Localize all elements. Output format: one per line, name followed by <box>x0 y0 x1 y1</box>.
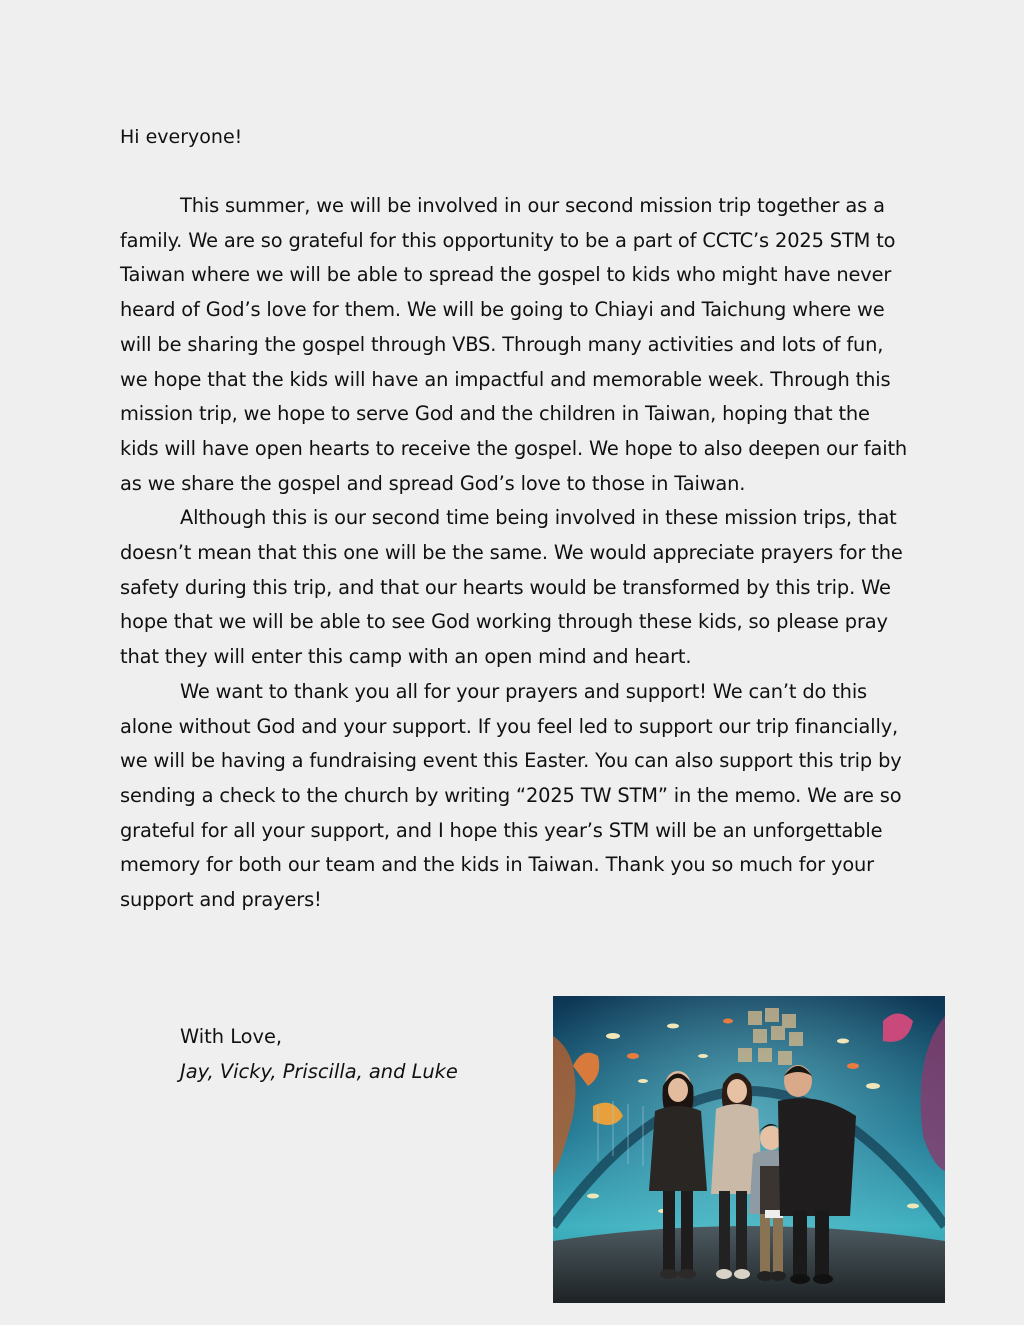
letter-body <box>120 189 910 918</box>
paragraph-1: This summer, we will be involved in our second mission trip together as a family. We are so grateful for this opportunity to be a part of CCTC’s 2025 STM to Taiwan where we will be able to spread the gospel to kids who might have never heard of God’s love for them. We will be going to Chiayi and Taichung where we will be sharing the gospel through VBS. Through many activities and lots of fun, we hope that the kids will have an impactful and memorable week. Through this mission trip, we hope to serve God and the children in Taiwan, hoping that the kids will have open hearts to receive the gospel. We hope to also deepen our faith as we share the gospel and spread God’s love to those in Taiwan. <box>120 194 908 495</box>
family-aquarium-photo <box>553 996 945 1303</box>
closing-line: With Love, <box>180 1025 283 1048</box>
paragraph-3: We want to thank you all for your prayers and support! We can’t do this alone without God and your support. If you feel led to support our trip financially, we will be having a fundraising event this Easter. You can also support this trip by sending a check to the church by writing “2025 TW STM” in the memo. We are so grateful for all your support, and I hope this year’s STM will be an unforgettable memory for both our team and the kids in Taiwan. Thank you so much for your support and prayers! <box>120 679 902 912</box>
letter-signoff <box>180 1020 458 1089</box>
photo-illustration <box>553 996 945 1303</box>
paragraph-2: Although this is our second time being involved in these mission trips, that doesn’t mean that this one will be the same. We would appreciate prayers for the safety during this trip, and that our hearts would be transformed by this trip. We hope that we will be able to see God working through these kids, so please pray that they will enter this camp with an open mind and heart. <box>120 506 903 669</box>
letter-greeting: Hi everyone! <box>120 126 243 148</box>
signature-names: Jay, Vicky, Priscilla, and Luke <box>180 1059 458 1083</box>
